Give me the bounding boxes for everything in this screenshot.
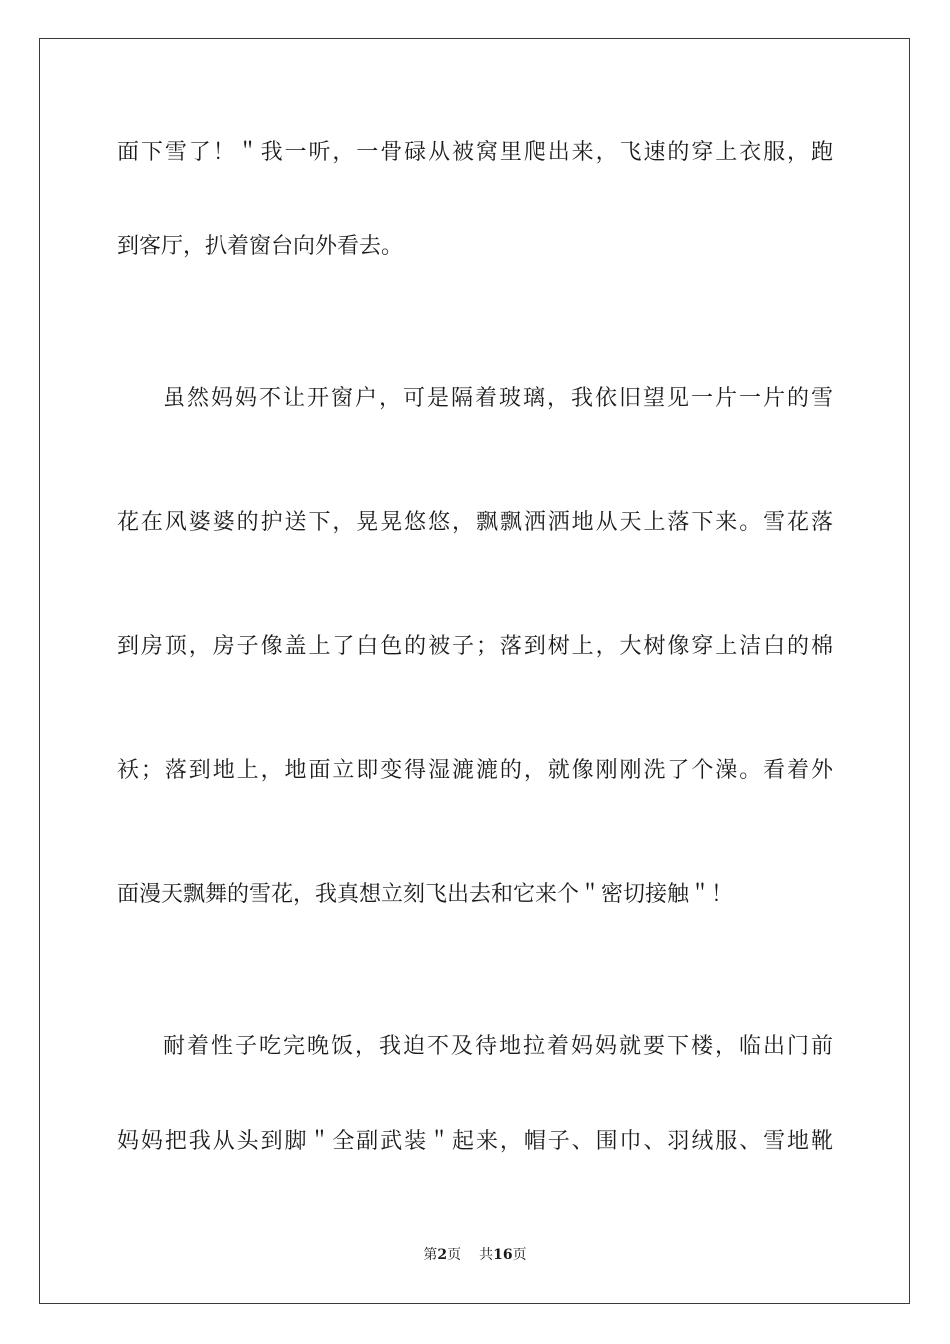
text-line-1: 面下雪了！＂我一听，一骨碌从被窝里爬出来，飞速的穿上衣服，跑 (117, 140, 833, 165)
text-line-8: 耐着性子吃完晚饭，我迫不及待地拉着妈妈就要下楼，临出门前 (163, 1034, 833, 1059)
page-suffix: 页 (447, 1247, 462, 1263)
page-current: 2 (437, 1247, 448, 1263)
text-line-9: 妈妈把我从头到脚＂全副武装＂起来，帽子、围巾、羽绒服、雪地靴 (117, 1129, 833, 1154)
text-line-6: 袄；落到地上，地面立即变得湿漉漉的，就像刚刚洗了个澡。看着外 (117, 758, 833, 783)
text-line-4: 花在风婆婆的护送下，晃晃悠悠，飘飘洒洒地从天上落下来。雪花落 (117, 510, 833, 535)
text-line-7: 面漫天飘舞的雪花，我真想立刻飞出去和它来个＂密切接触＂！ (117, 882, 734, 907)
total-prefix: 共 (479, 1247, 494, 1263)
text-line-3: 虽然妈妈不让开窗户，可是隔着玻璃，我依旧望见一片一片的雪 (163, 386, 833, 411)
page-footer (0, 1245, 950, 1265)
total-suffix: 页 (512, 1247, 527, 1263)
text-line-2: 到客厅，扒着窗台向外看去。 (117, 234, 404, 259)
page-total: 16 (493, 1247, 513, 1263)
page-prefix: 第 (423, 1247, 438, 1263)
text-line-5: 到房顶，房子像盖上了白色的被子；落到树上，大树像穿上洁白的棉 (117, 634, 833, 659)
